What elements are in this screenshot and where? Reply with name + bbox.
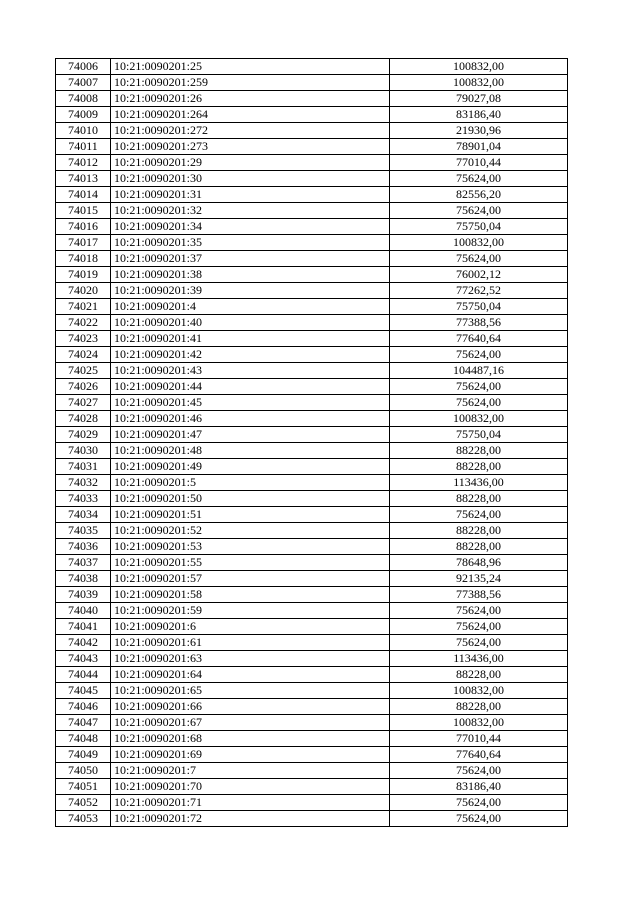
row-number-cell: 74015 [56, 203, 111, 219]
table-row [56, 331, 568, 347]
value-cell: 77640,64 [390, 747, 568, 763]
table-row [56, 347, 568, 363]
cadastral-number-cell: 10:21:0090201:31 [111, 187, 390, 203]
value-cell: 88228,00 [390, 443, 568, 459]
row-number-cell: 74051 [56, 779, 111, 795]
table-row [56, 539, 568, 555]
value-cell: 75624,00 [390, 507, 568, 523]
cadastral-number-cell: 10:21:0090201:45 [111, 395, 390, 411]
table-row [56, 747, 568, 763]
cadastral-number-cell: 10:21:0090201:42 [111, 347, 390, 363]
value-cell: 92135,24 [390, 571, 568, 587]
cadastral-number-cell: 10:21:0090201:47 [111, 427, 390, 443]
value-cell: 100832,00 [390, 75, 568, 91]
table-row [56, 667, 568, 683]
table-row [56, 427, 568, 443]
value-cell: 88228,00 [390, 523, 568, 539]
value-cell: 75624,00 [390, 635, 568, 651]
value-cell: 75750,04 [390, 219, 568, 235]
cadastral-number-cell: 10:21:0090201:53 [111, 539, 390, 555]
row-number-cell: 74012 [56, 155, 111, 171]
cadastral-number-cell: 10:21:0090201:34 [111, 219, 390, 235]
value-cell: 78901,04 [390, 139, 568, 155]
value-cell: 75624,00 [390, 763, 568, 779]
value-cell: 78648,96 [390, 555, 568, 571]
table-row [56, 411, 568, 427]
row-number-cell: 74014 [56, 187, 111, 203]
table-row [56, 363, 568, 379]
value-cell: 75750,04 [390, 299, 568, 315]
cadastral-number-cell: 10:21:0090201:70 [111, 779, 390, 795]
cadastral-number-cell: 10:21:0090201:35 [111, 235, 390, 251]
value-cell: 75624,00 [390, 171, 568, 187]
cadastral-number-cell: 10:21:0090201:46 [111, 411, 390, 427]
table-row [56, 155, 568, 171]
cadastral-number-cell: 10:21:0090201:50 [111, 491, 390, 507]
cadastral-number-cell: 10:21:0090201:69 [111, 747, 390, 763]
value-cell: 100832,00 [390, 235, 568, 251]
row-number-cell: 74016 [56, 219, 111, 235]
value-cell: 100832,00 [390, 411, 568, 427]
row-number-cell: 74024 [56, 347, 111, 363]
table-row [56, 219, 568, 235]
value-cell: 75624,00 [390, 795, 568, 811]
cadastral-number-cell: 10:21:0090201:30 [111, 171, 390, 187]
value-cell: 104487,16 [390, 363, 568, 379]
table-row [56, 123, 568, 139]
table-body [56, 59, 568, 827]
table-row [56, 811, 568, 827]
cadastral-number-cell: 10:21:0090201:44 [111, 379, 390, 395]
table-row [56, 491, 568, 507]
table-row [56, 571, 568, 587]
table-row [56, 379, 568, 395]
table-row [56, 171, 568, 187]
row-number-cell: 74008 [56, 91, 111, 107]
row-number-cell: 74044 [56, 667, 111, 683]
cadastral-number-cell: 10:21:0090201:58 [111, 587, 390, 603]
cadastral-value-table [55, 58, 568, 827]
cadastral-number-cell: 10:21:0090201:63 [111, 651, 390, 667]
value-cell: 76002,12 [390, 267, 568, 283]
value-cell: 77010,44 [390, 731, 568, 747]
table-row [56, 139, 568, 155]
table-row [56, 475, 568, 491]
value-cell: 75624,00 [390, 251, 568, 267]
cadastral-number-cell: 10:21:0090201:67 [111, 715, 390, 731]
row-number-cell: 74036 [56, 539, 111, 555]
value-cell: 88228,00 [390, 667, 568, 683]
row-number-cell: 74031 [56, 459, 111, 475]
row-number-cell: 74047 [56, 715, 111, 731]
cadastral-number-cell: 10:21:0090201:64 [111, 667, 390, 683]
value-cell: 77262,52 [390, 283, 568, 299]
cadastral-number-cell: 10:21:0090201:66 [111, 699, 390, 715]
table-row [56, 395, 568, 411]
table-row [56, 235, 568, 251]
value-cell: 83186,40 [390, 107, 568, 123]
cadastral-number-cell: 10:21:0090201:61 [111, 635, 390, 651]
row-number-cell: 74045 [56, 683, 111, 699]
table-row [56, 187, 568, 203]
value-cell: 113436,00 [390, 475, 568, 491]
row-number-cell: 74011 [56, 139, 111, 155]
row-number-cell: 74032 [56, 475, 111, 491]
table-row [56, 555, 568, 571]
row-number-cell: 74040 [56, 603, 111, 619]
cadastral-number-cell: 10:21:0090201:259 [111, 75, 390, 91]
table-row [56, 91, 568, 107]
value-cell: 77388,56 [390, 315, 568, 331]
row-number-cell: 74026 [56, 379, 111, 395]
table-row [56, 459, 568, 475]
value-cell: 77388,56 [390, 587, 568, 603]
value-cell: 75750,04 [390, 427, 568, 443]
table-row [56, 795, 568, 811]
cadastral-number-cell: 10:21:0090201:68 [111, 731, 390, 747]
value-cell: 113436,00 [390, 651, 568, 667]
table-row [56, 507, 568, 523]
cadastral-number-cell: 10:21:0090201:51 [111, 507, 390, 523]
value-cell: 77640,64 [390, 331, 568, 347]
row-number-cell: 74020 [56, 283, 111, 299]
cadastral-number-cell: 10:21:0090201:71 [111, 795, 390, 811]
table-row [56, 635, 568, 651]
value-cell: 88228,00 [390, 491, 568, 507]
row-number-cell: 74030 [56, 443, 111, 459]
cadastral-number-cell: 10:21:0090201:37 [111, 251, 390, 267]
row-number-cell: 74035 [56, 523, 111, 539]
table-row [56, 75, 568, 91]
table-row [56, 315, 568, 331]
cadastral-number-cell: 10:21:0090201:7 [111, 763, 390, 779]
table-row [56, 715, 568, 731]
table-row [56, 763, 568, 779]
row-number-cell: 74019 [56, 267, 111, 283]
table-row [56, 603, 568, 619]
value-cell: 75624,00 [390, 619, 568, 635]
row-number-cell: 74009 [56, 107, 111, 123]
row-number-cell: 74039 [56, 587, 111, 603]
table-row [56, 587, 568, 603]
value-cell: 82556,20 [390, 187, 568, 203]
row-number-cell: 74041 [56, 619, 111, 635]
value-cell: 100832,00 [390, 59, 568, 75]
row-number-cell: 74043 [56, 651, 111, 667]
row-number-cell: 74052 [56, 795, 111, 811]
cadastral-number-cell: 10:21:0090201:55 [111, 555, 390, 571]
cadastral-number-cell: 10:21:0090201:49 [111, 459, 390, 475]
table-row [56, 683, 568, 699]
row-number-cell: 74028 [56, 411, 111, 427]
cadastral-number-cell: 10:21:0090201:26 [111, 91, 390, 107]
cadastral-number-cell: 10:21:0090201:40 [111, 315, 390, 331]
row-number-cell: 74017 [56, 235, 111, 251]
table-row [56, 731, 568, 747]
value-cell: 21930,96 [390, 123, 568, 139]
cadastral-number-cell: 10:21:0090201:4 [111, 299, 390, 315]
row-number-cell: 74007 [56, 75, 111, 91]
table-row [56, 443, 568, 459]
cadastral-number-cell: 10:21:0090201:5 [111, 475, 390, 491]
value-cell: 100832,00 [390, 715, 568, 731]
row-number-cell: 74025 [56, 363, 111, 379]
value-cell: 75624,00 [390, 395, 568, 411]
value-cell: 100832,00 [390, 683, 568, 699]
value-cell: 88228,00 [390, 459, 568, 475]
value-cell: 75624,00 [390, 811, 568, 827]
cadastral-number-cell: 10:21:0090201:39 [111, 283, 390, 299]
cadastral-number-cell: 10:21:0090201:264 [111, 107, 390, 123]
row-number-cell: 74046 [56, 699, 111, 715]
row-number-cell: 74049 [56, 747, 111, 763]
table-row [56, 283, 568, 299]
cadastral-number-cell: 10:21:0090201:32 [111, 203, 390, 219]
value-cell: 75624,00 [390, 347, 568, 363]
value-cell: 88228,00 [390, 539, 568, 555]
cadastral-number-cell: 10:21:0090201:272 [111, 123, 390, 139]
cadastral-number-cell: 10:21:0090201:59 [111, 603, 390, 619]
table-row [56, 779, 568, 795]
row-number-cell: 74013 [56, 171, 111, 187]
value-cell: 75624,00 [390, 603, 568, 619]
row-number-cell: 74033 [56, 491, 111, 507]
row-number-cell: 74006 [56, 59, 111, 75]
row-number-cell: 74021 [56, 299, 111, 315]
cadastral-number-cell: 10:21:0090201:43 [111, 363, 390, 379]
table-row [56, 619, 568, 635]
table-row [56, 59, 568, 75]
row-number-cell: 74018 [56, 251, 111, 267]
cadastral-number-cell: 10:21:0090201:25 [111, 59, 390, 75]
table-row [56, 251, 568, 267]
row-number-cell: 74042 [56, 635, 111, 651]
row-number-cell: 74053 [56, 811, 111, 827]
row-number-cell: 74029 [56, 427, 111, 443]
value-cell: 75624,00 [390, 379, 568, 395]
row-number-cell: 74022 [56, 315, 111, 331]
cadastral-number-cell: 10:21:0090201:65 [111, 683, 390, 699]
cadastral-number-cell: 10:21:0090201:57 [111, 571, 390, 587]
row-number-cell: 74037 [56, 555, 111, 571]
row-number-cell: 74027 [56, 395, 111, 411]
cadastral-number-cell: 10:21:0090201:41 [111, 331, 390, 347]
cadastral-number-cell: 10:21:0090201:48 [111, 443, 390, 459]
cadastral-number-cell: 10:21:0090201:6 [111, 619, 390, 635]
row-number-cell: 74023 [56, 331, 111, 347]
cadastral-number-cell: 10:21:0090201:72 [111, 811, 390, 827]
value-cell: 83186,40 [390, 779, 568, 795]
table-row [56, 699, 568, 715]
row-number-cell: 74010 [56, 123, 111, 139]
table-row [56, 523, 568, 539]
cadastral-number-cell: 10:21:0090201:38 [111, 267, 390, 283]
row-number-cell: 74038 [56, 571, 111, 587]
cadastral-number-cell: 10:21:0090201:29 [111, 155, 390, 171]
table-row [56, 299, 568, 315]
value-cell: 75624,00 [390, 203, 568, 219]
cadastral-number-cell: 10:21:0090201:52 [111, 523, 390, 539]
value-cell: 88228,00 [390, 699, 568, 715]
value-cell: 77010,44 [390, 155, 568, 171]
row-number-cell: 74050 [56, 763, 111, 779]
value-cell: 79027,08 [390, 91, 568, 107]
table-row [56, 267, 568, 283]
row-number-cell: 74034 [56, 507, 111, 523]
table-row [56, 107, 568, 123]
table-row [56, 651, 568, 667]
cadastral-number-cell: 10:21:0090201:273 [111, 139, 390, 155]
table-row [56, 203, 568, 219]
row-number-cell: 74048 [56, 731, 111, 747]
